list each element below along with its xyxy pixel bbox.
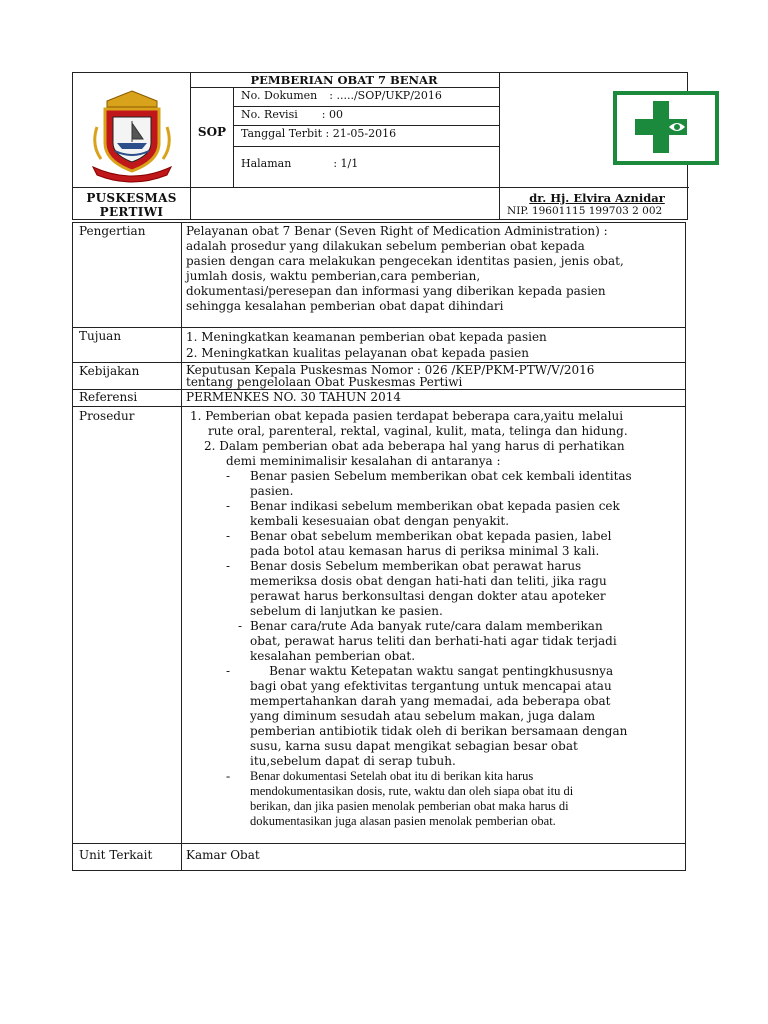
header-divider — [190, 87, 499, 88]
body-divider — [73, 406, 685, 407]
dash-bullet: - — [226, 559, 231, 573]
dash-bullet: - — [226, 769, 231, 783]
header-divider — [73, 187, 689, 188]
pengertian-line: dokumentasi/peresepan dan informasi yang diberikan kepada pasien — [186, 284, 606, 298]
header-divider — [233, 106, 499, 107]
dash-bullet: - — [238, 619, 243, 633]
header-divider — [499, 73, 500, 219]
list-item-line: mendokumentasikan dosis, rute, waktu dan oleh siapa obat itu di — [250, 784, 574, 798]
no-revisi-value: : 00 — [321, 108, 343, 121]
list-item-line: pemberian antibiotik tidak oleh di berikan bersamaan dengan — [250, 724, 628, 738]
signatory-nip: NIP. 19601115 199703 2 002 — [507, 205, 663, 217]
halaman-row — [241, 157, 358, 170]
pengertian-line: jumlah dosis, waktu pemberian,cara pemberian, — [186, 269, 481, 283]
referensi-label: Referensi — [79, 390, 138, 404]
body-divider — [181, 223, 182, 870]
pengertian-label: Pengertian — [79, 224, 146, 238]
dash-bullet: - — [226, 529, 231, 543]
list-item-line: yang diminum sesudah atau sebelum makan, juga dalam — [250, 709, 596, 723]
list-item-line: itu,sebelum dapat di serap tubuh. — [250, 754, 456, 768]
body-divider — [73, 843, 685, 844]
organization-name-line: PUSKESMAS — [86, 191, 177, 205]
list-item-line: Benar indikasi sebelum memberikan obat kepada pasien cek — [250, 499, 620, 513]
list-item-line: kesalahan pemberian obat. — [250, 649, 416, 663]
list-item-line: dokumentasikan juga alasan pasien menolak pemberian obat. — [250, 814, 556, 828]
sop-body-table — [72, 222, 686, 871]
pengertian-content — [186, 224, 680, 314]
list-item-line: memeriksa dosis obat dengan hati-hati dan teliti, jika ragu — [250, 574, 607, 588]
document-title: PEMBERIAN OBAT 7 BENAR — [250, 73, 438, 87]
pengertian-line: pasien dengan cara melakukan pengecekan identitas pasien, jenis obat, — [186, 254, 624, 268]
prosedur-step: 1. Pemberian obat kepada pasien terdapat beberapa cara,yaitu melalui — [190, 409, 624, 423]
unit-terkait-label: Unit Terkait — [79, 848, 153, 862]
no-dokumen-row — [241, 89, 442, 102]
list-item-line: berikan, dan jika pasien menolak pemberian obat maka harus di — [250, 799, 569, 813]
header-divider — [190, 73, 191, 219]
kebijakan-content — [186, 364, 680, 388]
dash-bullet: - — [226, 469, 231, 483]
list-item-line: perawat harus berkonsultasi dengan dokter atau apoteker — [250, 589, 606, 603]
list-item-line: mempertahankan darah yang memadai, ada beberapa obat — [250, 694, 611, 708]
prosedur-step: rute oral, parenteral, rektal, vaginal, kulit, mata, telinga dan hidung. — [208, 424, 628, 438]
list-item-line: obat, perawat harus teliti dan berhati-hati agar tidak terjadi — [250, 634, 617, 648]
signatory-name: dr. Hj. Elvira Aznidar — [529, 191, 665, 205]
no-revisi-row — [241, 108, 343, 121]
sop-header-table — [72, 72, 688, 220]
tujuan-label: Tujuan — [79, 329, 122, 343]
referensi-value: PERMENKES NO. 30 TAHUN 2014 — [186, 390, 401, 404]
prosedur-label: Prosedur — [79, 409, 135, 423]
list-item — [186, 499, 684, 529]
list-item-line: Benar obat sebelum memberikan obat kepada pasien, label — [250, 529, 612, 543]
dash-bullet: - — [226, 499, 231, 513]
dash-bullet: - — [226, 664, 231, 678]
organization-name — [73, 191, 190, 219]
sop-label: SOP — [197, 125, 227, 139]
pengertian-line: Pelayanan obat 7 Benar (Seven Right of Medication Administration) : — [186, 224, 608, 238]
list-item-line: Benar dosis Sebelum memberikan obat perawat harus — [250, 559, 582, 573]
pengertian-line: sehingga kesalahan pemberian obat dapat dihindari — [186, 299, 504, 313]
header-divider — [233, 146, 499, 147]
puskesmas-cross-icon — [613, 91, 719, 165]
unit-terkait-value: Kamar Obat — [186, 848, 260, 862]
no-dokumen-label: No. Dokumen — [241, 89, 318, 102]
list-item — [186, 664, 684, 769]
header-divider — [233, 125, 499, 126]
regional-emblem-icon — [87, 87, 177, 183]
prosedur-content — [186, 409, 684, 829]
prosedur-step: 2. Dalam pemberian obat ada beberapa hal yang harus di perhatikan — [204, 439, 625, 453]
body-divider — [73, 327, 685, 328]
list-item — [186, 469, 684, 499]
tanggal-terbit: Tanggal Terbit : 21-05-2016 — [241, 127, 397, 140]
list-item-line: Benar waktu Ketepatan waktu sangat pentingkhususnya — [250, 664, 614, 678]
list-item — [186, 619, 684, 664]
halaman-value: : 1/1 — [333, 157, 359, 170]
no-revisi-label: No. Revisi — [241, 108, 298, 121]
kebijakan-line: tentang pengelolaan Obat Puskesmas Pertiwi — [186, 375, 463, 389]
kebijakan-line: Keputusan Kepala Puskesmas Nomor : 026 /KEP/PKM-PTW/V/2016 — [186, 363, 595, 377]
prosedur-step: demi meminimalisir kesalahan di antaranya : — [226, 454, 501, 468]
list-item-line: pada botol atau kemasan harus di periksa minimal 3 kali. — [250, 544, 600, 558]
list-item — [186, 769, 684, 829]
no-dokumen-value: : ...../SOP/UKP/2016 — [329, 89, 442, 102]
list-item-line: susu, karna susu dapat mengikat sebagian besar obat — [250, 739, 578, 753]
list-item-line: kembali kesesuaian obat dengan penyakit. — [250, 514, 510, 528]
list-item-line: Benar dokumentasi Setelah obat itu di berikan kita harus — [250, 769, 534, 783]
tujuan-item: 2. Meningkatkan kualitas pelayanan obat kepada pasien — [186, 346, 529, 360]
halaman-label: Halaman — [241, 157, 292, 170]
list-item-line: Benar cara/rute Ada banyak rute/cara dalam memberikan — [250, 619, 603, 633]
list-item — [186, 559, 684, 619]
tujuan-content — [186, 329, 680, 361]
pengertian-line: adalah prosedur yang dilakukan sebelum pemberian obat kepada — [186, 239, 585, 253]
list-item-line: sebelum di lanjutkan ke pasien. — [250, 604, 443, 618]
organization-name-line: PERTIWI — [99, 205, 164, 219]
list-item-line: Benar pasien Sebelum memberikan obat cek kembali identitas — [250, 469, 632, 483]
list-item-line: pasien. — [250, 484, 294, 498]
list-item-line: bagi obat yang efektivitas tergantung untuk mencapai atau — [250, 679, 612, 693]
kebijakan-label: Kebijakan — [79, 364, 140, 378]
list-item — [186, 529, 684, 559]
benar-list — [186, 469, 684, 829]
tujuan-item: 1. Meningkatkan keamanan pemberian obat kepada pasien — [186, 330, 547, 344]
